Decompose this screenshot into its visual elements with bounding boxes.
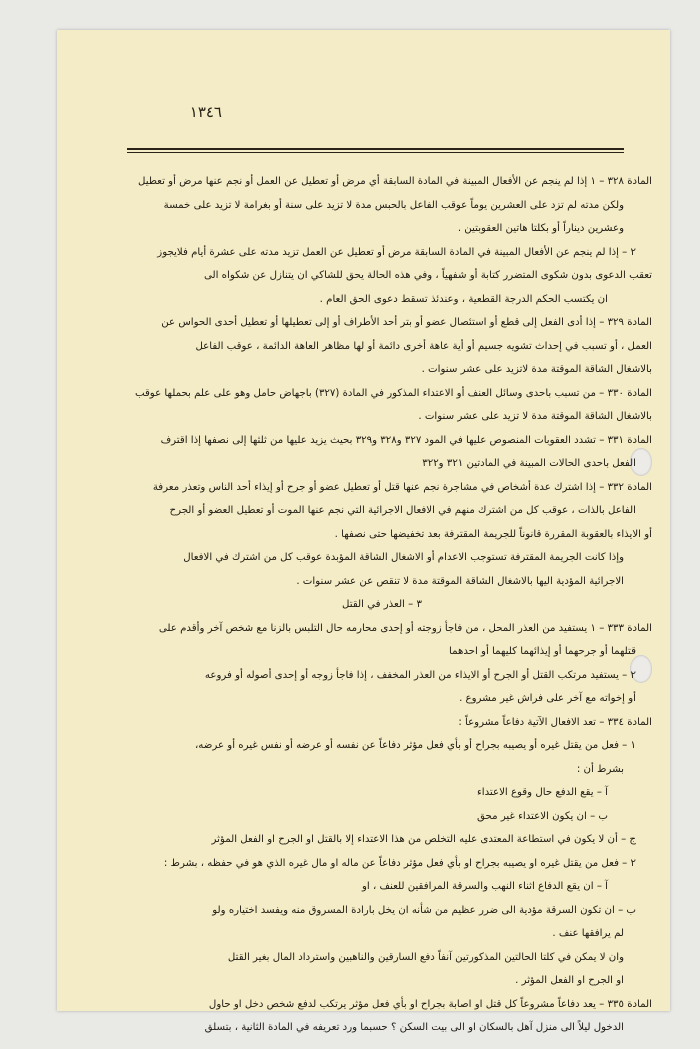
text-line: ب – ان يكون الاعتداء غير محق <box>477 810 608 822</box>
text-line: بالاشغال الشاقة الموقتة مدة لاتزيد على عشر سنوات . <box>421 364 652 375</box>
text-line: بشرط أن : <box>576 763 624 775</box>
text-line: المادة ٣٣١ – تشدد العقوبات المنصوص عليها في المود ٣٢٧ و٣٢٨ و٣٢٩ بحيث يزيد عليها من ثلثها إلى نصفها إذا اقترف <box>160 434 652 446</box>
text-line: أو إخواته مع آخر على فراش غير مشروع . <box>459 693 636 704</box>
text-line: تعقب الدعوى بدون شكوى المتضرر كتابة أو شفهياً ، وفي هذه الحالة يحق للشاكي ان يتنازل عن شكواه الى <box>204 270 652 281</box>
text-line: وان لا يمكن في كلتا الحالتين المذكورتين آنفاً دفع السارقين والناهبين واسترداد المال بغير القتل <box>227 951 624 963</box>
text-line: ١ – فعل من يقتل غيره أو يصيبه بجراح أو بأي فعل مؤثر دفاعاً عن نفسه أو عرضه أو نفس غيره أو عرضه، <box>194 740 636 751</box>
text-line: لم يرافقها عنف . <box>552 928 624 939</box>
text-line: ان يكتسب الحكم الدرجة القطعية ، وعندئذ تسقط دعوى الحق العام . <box>319 293 608 305</box>
text-line: وعشرين ديناراً أو بكلتا هاتين العقوبتين . <box>457 223 624 234</box>
text-line: المادة ٣٣٥ – يعد دفاعاً مشروعاً كل قتل او اصابة بجراح او بأي فعل مؤثر يرتكب لدفع شخص دخل او حاول <box>208 998 652 1010</box>
text-line: المادة ٣٣٤ – تعد الافعال الآتية دفاعاً مشروعاً : <box>458 716 652 728</box>
text-line: الاجرائية المؤدية اليها بالاشغال الشاقة الموقتة مدة لا تنقص عن عشر سنوات . <box>296 575 624 587</box>
document-body <box>112 170 652 1040</box>
text-line: قتلهما أو جرحهما أو إيذائهما كليهما أو احدهما <box>448 646 636 657</box>
text-line: ج – أن لا يكون في استطاعة المعتدى عليه التخلص من هذا الاعتداء إلا بالقتل او الجرح او الفعل المؤثر <box>211 834 636 845</box>
text-line: المادة ٣٣٣ – ١ يستفيد من العذر المحل ، من فاجأ زوجته أو إحدى محارمه حال التلبس بالزنا مع شخص آخر وأقدم على <box>158 622 652 634</box>
text-line: المادة ٣٢٩ – إذا أدى الفعل إلى قطع أو استئصال عضو أو بتر أحد الأطراف أو إلى تعطيلها أو تعطيل أحدى الحواس عن <box>161 317 652 328</box>
text-line: ٢ – إذا لم ينجم عن الأفعال المبينة في المادة السابقة مرض أو تعطيل عن العمل تزيد مدته على عشرة أيام فلايجوز <box>157 246 636 258</box>
section-heading: ٣ – العذر في القتل <box>342 599 422 610</box>
text-line: الفعل باحدى الحالات المبينة في المادتين ٣٢١ و٣٢٢ <box>422 458 636 469</box>
text-line: بالاشغال الشاقة الموقتة مدة لا تزيد على عشر سنوات . <box>418 411 652 422</box>
text-line: ولكن مدته لم تزد على العشرين يوماً عوقب الفاعل بالحبس مدة لا تزيد على سنة أو بغرامة لا تزيد على خمسة <box>163 199 624 211</box>
text-line: العمل ، أو تسبب في إحداث تشويه جسيم أو أية عاهة أخرى دائمة أو لها مظاهر العاهة الدائمة ، عوقب الفاعل <box>195 340 652 352</box>
page-number: ١٣٤٦ <box>189 103 222 121</box>
text-line: آ – ان يقع الدفاع اثناء النهب والسرقة المرافقين للعنف ، او <box>361 881 608 892</box>
text-line: ب – ان تكون السرقة مؤدية الى ضرر عظيم من شأنه ان يخل بارادة المسروق منه ويفسد اختياره ولو <box>212 904 636 916</box>
text-line: المادة ٣٣٠ – من تسبب باحدى وسائل العنف أو الاعتداء المذكور في المادة (٣٢٧) باجهاض حامل وهو على علم بحملها عوقب <box>134 387 652 399</box>
text-line: المادة ٣٣٢ – إذا اشترك عدة أشخاص في مشاجرة نجم عنها قتل أو تعطيل عضو أو جرح أو إيذاء أحد الناس وتعذر معرفة <box>152 481 652 493</box>
text-line: أو الايذاء بالعقوبة المقررة قانوناً للجريمة المقترفة بعد تخفيضها حتى نصفها . <box>334 528 652 540</box>
text-line: ٢ – فعل من يقتل غيره او يصيبه بجراح او بأي فعل مؤثر دفاعاً عن ماله او مال غيره الذي هو في حفظه ، بشرط : <box>163 857 636 869</box>
text-line: ٢ – يستفيد مرتكب القتل أو الجرح أو الايذاء من العذر المخفف ، إذا فاجأ زوجه أو إحدى أصوله أو فروعه <box>204 669 636 681</box>
text-line: المادة ٣٢٨ – ١ إذا لم ينجم عن الأفعال المبينة في المادة السابقة أي مرض أو تعطيل عن العمل أو نجم عنها مرض أو تعطيل <box>138 176 652 187</box>
text-line: وإذا كانت الجريمة المقترفة تستوجب الاعدام أو الاشغال الشاقة المؤبدة عوقب كل من اشترك في الافعال <box>183 552 624 563</box>
header-rule <box>127 148 624 150</box>
text-line: الفاعل بالذات ، عوقب كل من اشترك منهم في الافعال الاجرائية التي نجم عنها الموت أو تعطيل العضو أو الجرح <box>169 505 636 516</box>
header-rule-thin <box>127 152 624 153</box>
text-line: او الجرح او الفعل المؤثر . <box>515 975 624 986</box>
text-line: الدخول ليلاً الى منزل آهل بالسكان او الى بيت السكن ؟ حسبما ورد تعريفه في المادة الثانية ، بتسلق <box>204 1022 624 1033</box>
text-line: آ – يقع الدفع حال وقوع الاعتداء <box>476 787 608 798</box>
